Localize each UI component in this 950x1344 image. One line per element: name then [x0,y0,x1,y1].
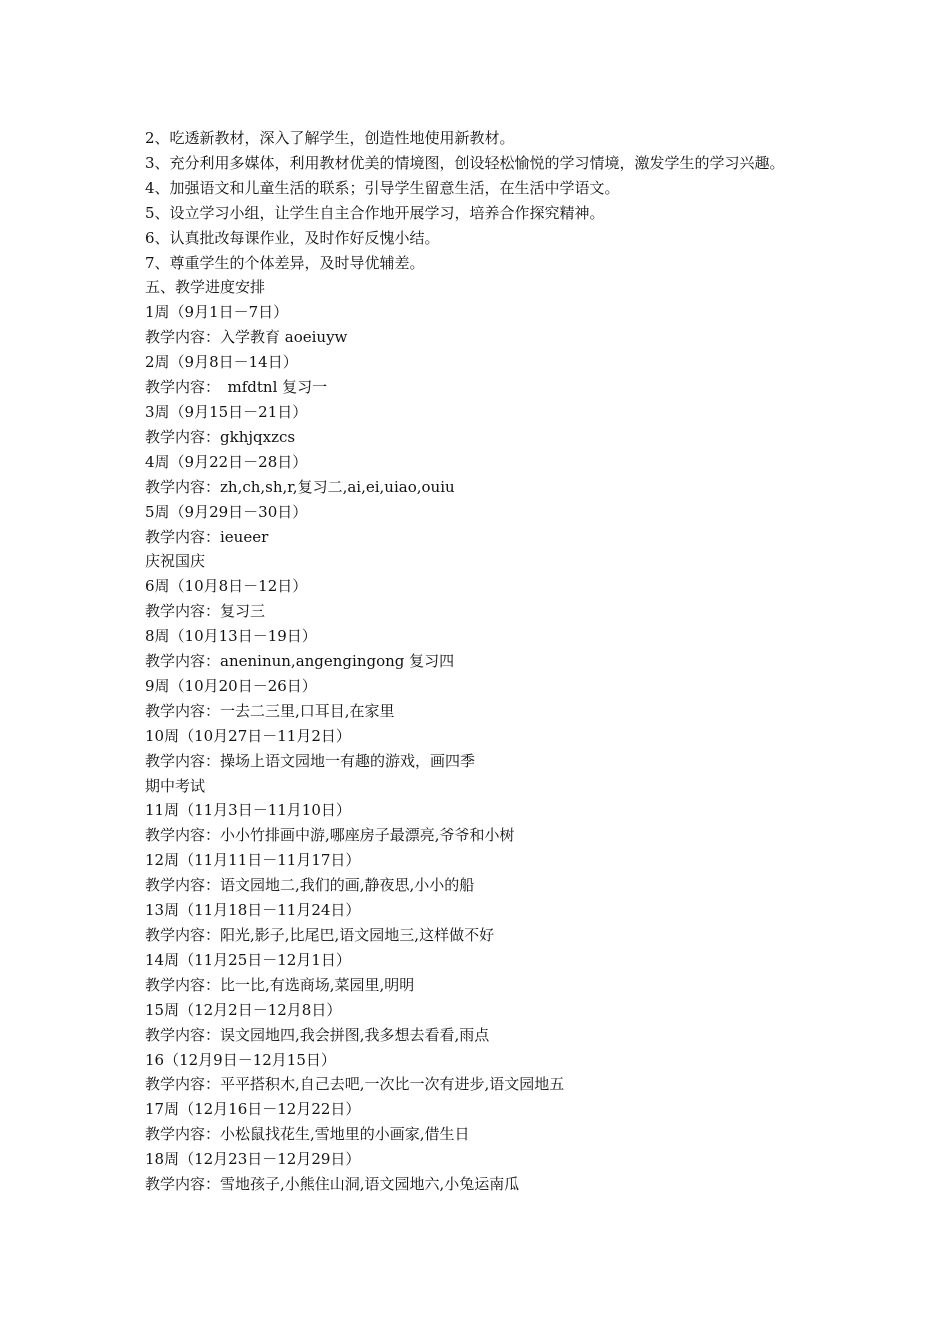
week-content: 教学内容：雪地孩子,小熊住山洞,语文园地六,小兔运南瓜 [145,1175,520,1194]
week-content: 教学内容：语文园地二,我们的画,静夜思,小小的船 [145,876,475,895]
week-content: 教学内容：gkhjqxzcs [145,427,296,446]
week-content: 教学内容：ieueer [145,527,269,546]
week-heading: 13周（11月18日－11月24日） [145,901,361,920]
week-content: 教学内容：阳光,影子,比尾巴,语文园地三,这样做不好 [145,926,495,944]
week-content: 教学内容：入学教育 aoeiuyw [145,328,348,347]
week-heading: 16（12月9日－12月15日） [145,1050,336,1069]
week-heading: 9周（10月20日－26日） [145,676,317,695]
week-heading: 2周（9月8日－14日） [145,353,298,372]
week-content: 教学内容：误文园地四,我会拼图,我多想去看看,雨点 [145,1025,490,1044]
week-content: 教学内容：aneninun,angengingong 复习四 [145,652,455,671]
week-content: 教学内容：平平搭积木,自己去吧,一次比一次有进步,语文园地五 [145,1075,565,1094]
week-heading: 8周（10月13日－19日） [145,627,317,646]
section-heading: 五、教学进度安排 [145,278,266,297]
text-line: 2、吃透新教材，深入了解学生，创造性地使用新教材。 [145,129,515,147]
week-content: 教学内容：复习三 [145,602,266,621]
week-content: 教学内容：zh,ch,sh,r,复习二,ai,ei,uiao,ouiu [145,477,455,496]
text-line: 庆祝国庆 [145,552,206,571]
week-heading: 10周（10月27日－11月2日） [145,726,351,745]
week-content: 教学内容：操场上语文园地一有趣的游戏，画四季 [145,751,476,770]
week-content: 教学内容：小松鼠找花生,雪地里的小画家,借生日 [145,1125,470,1144]
week-heading: 6周（10月8日－12日） [145,577,308,596]
week-heading: 11周（11月3日－11月10日） [145,801,351,820]
text-line: 5、设立学习小组，让学生自主合作地开展学习，培养合作探究精神。 [145,203,605,222]
week-content: 教学内容：比一比,有选商场,菜园里,明明 [145,975,415,994]
week-content: 教学内容：一去二三里,口耳目,在家里 [145,701,395,720]
week-heading: 4周（9月22日－28日） [145,452,308,471]
week-heading: 15周（12月2日－12月8日） [145,1000,342,1019]
text-line: 期中考试 [145,776,206,795]
text-line: 7、尊重学生的个体差异，及时导优辅差。 [145,253,425,272]
week-heading: 1周（9月1日－7日） [145,303,289,322]
week-content: 教学内容： mfdtnl 复习一 [145,378,328,397]
week-heading: 18周（12月23日－12月29日） [145,1150,361,1169]
text-line: 4、加强语文和儿童生活的联系；引导学生留意生活，在生活中学语文。 [145,178,620,197]
week-heading: 17周（12月16日－12月22日） [145,1100,361,1119]
week-heading: 14周（11月25日－12月1日） [145,950,351,969]
week-content: 教学内容：小小竹排画中游,哪座房子最漂亮,爷爷和小树 [145,826,515,845]
week-heading: 3周（9月15日－21日） [145,402,308,421]
week-heading: 12周（11月11日－11月17日） [145,851,361,870]
document-body [145,126,815,1197]
text-line: 3、充分利用多媒体，利用教材优美的情境图，创设轻松愉悦的学习情境，激发学生的学习兴趣。 [145,153,785,172]
week-heading: 5周（9月29日－30日） [145,502,308,521]
text-line: 6、认真批改每课作业，及时作好反愧小结。 [145,228,440,247]
